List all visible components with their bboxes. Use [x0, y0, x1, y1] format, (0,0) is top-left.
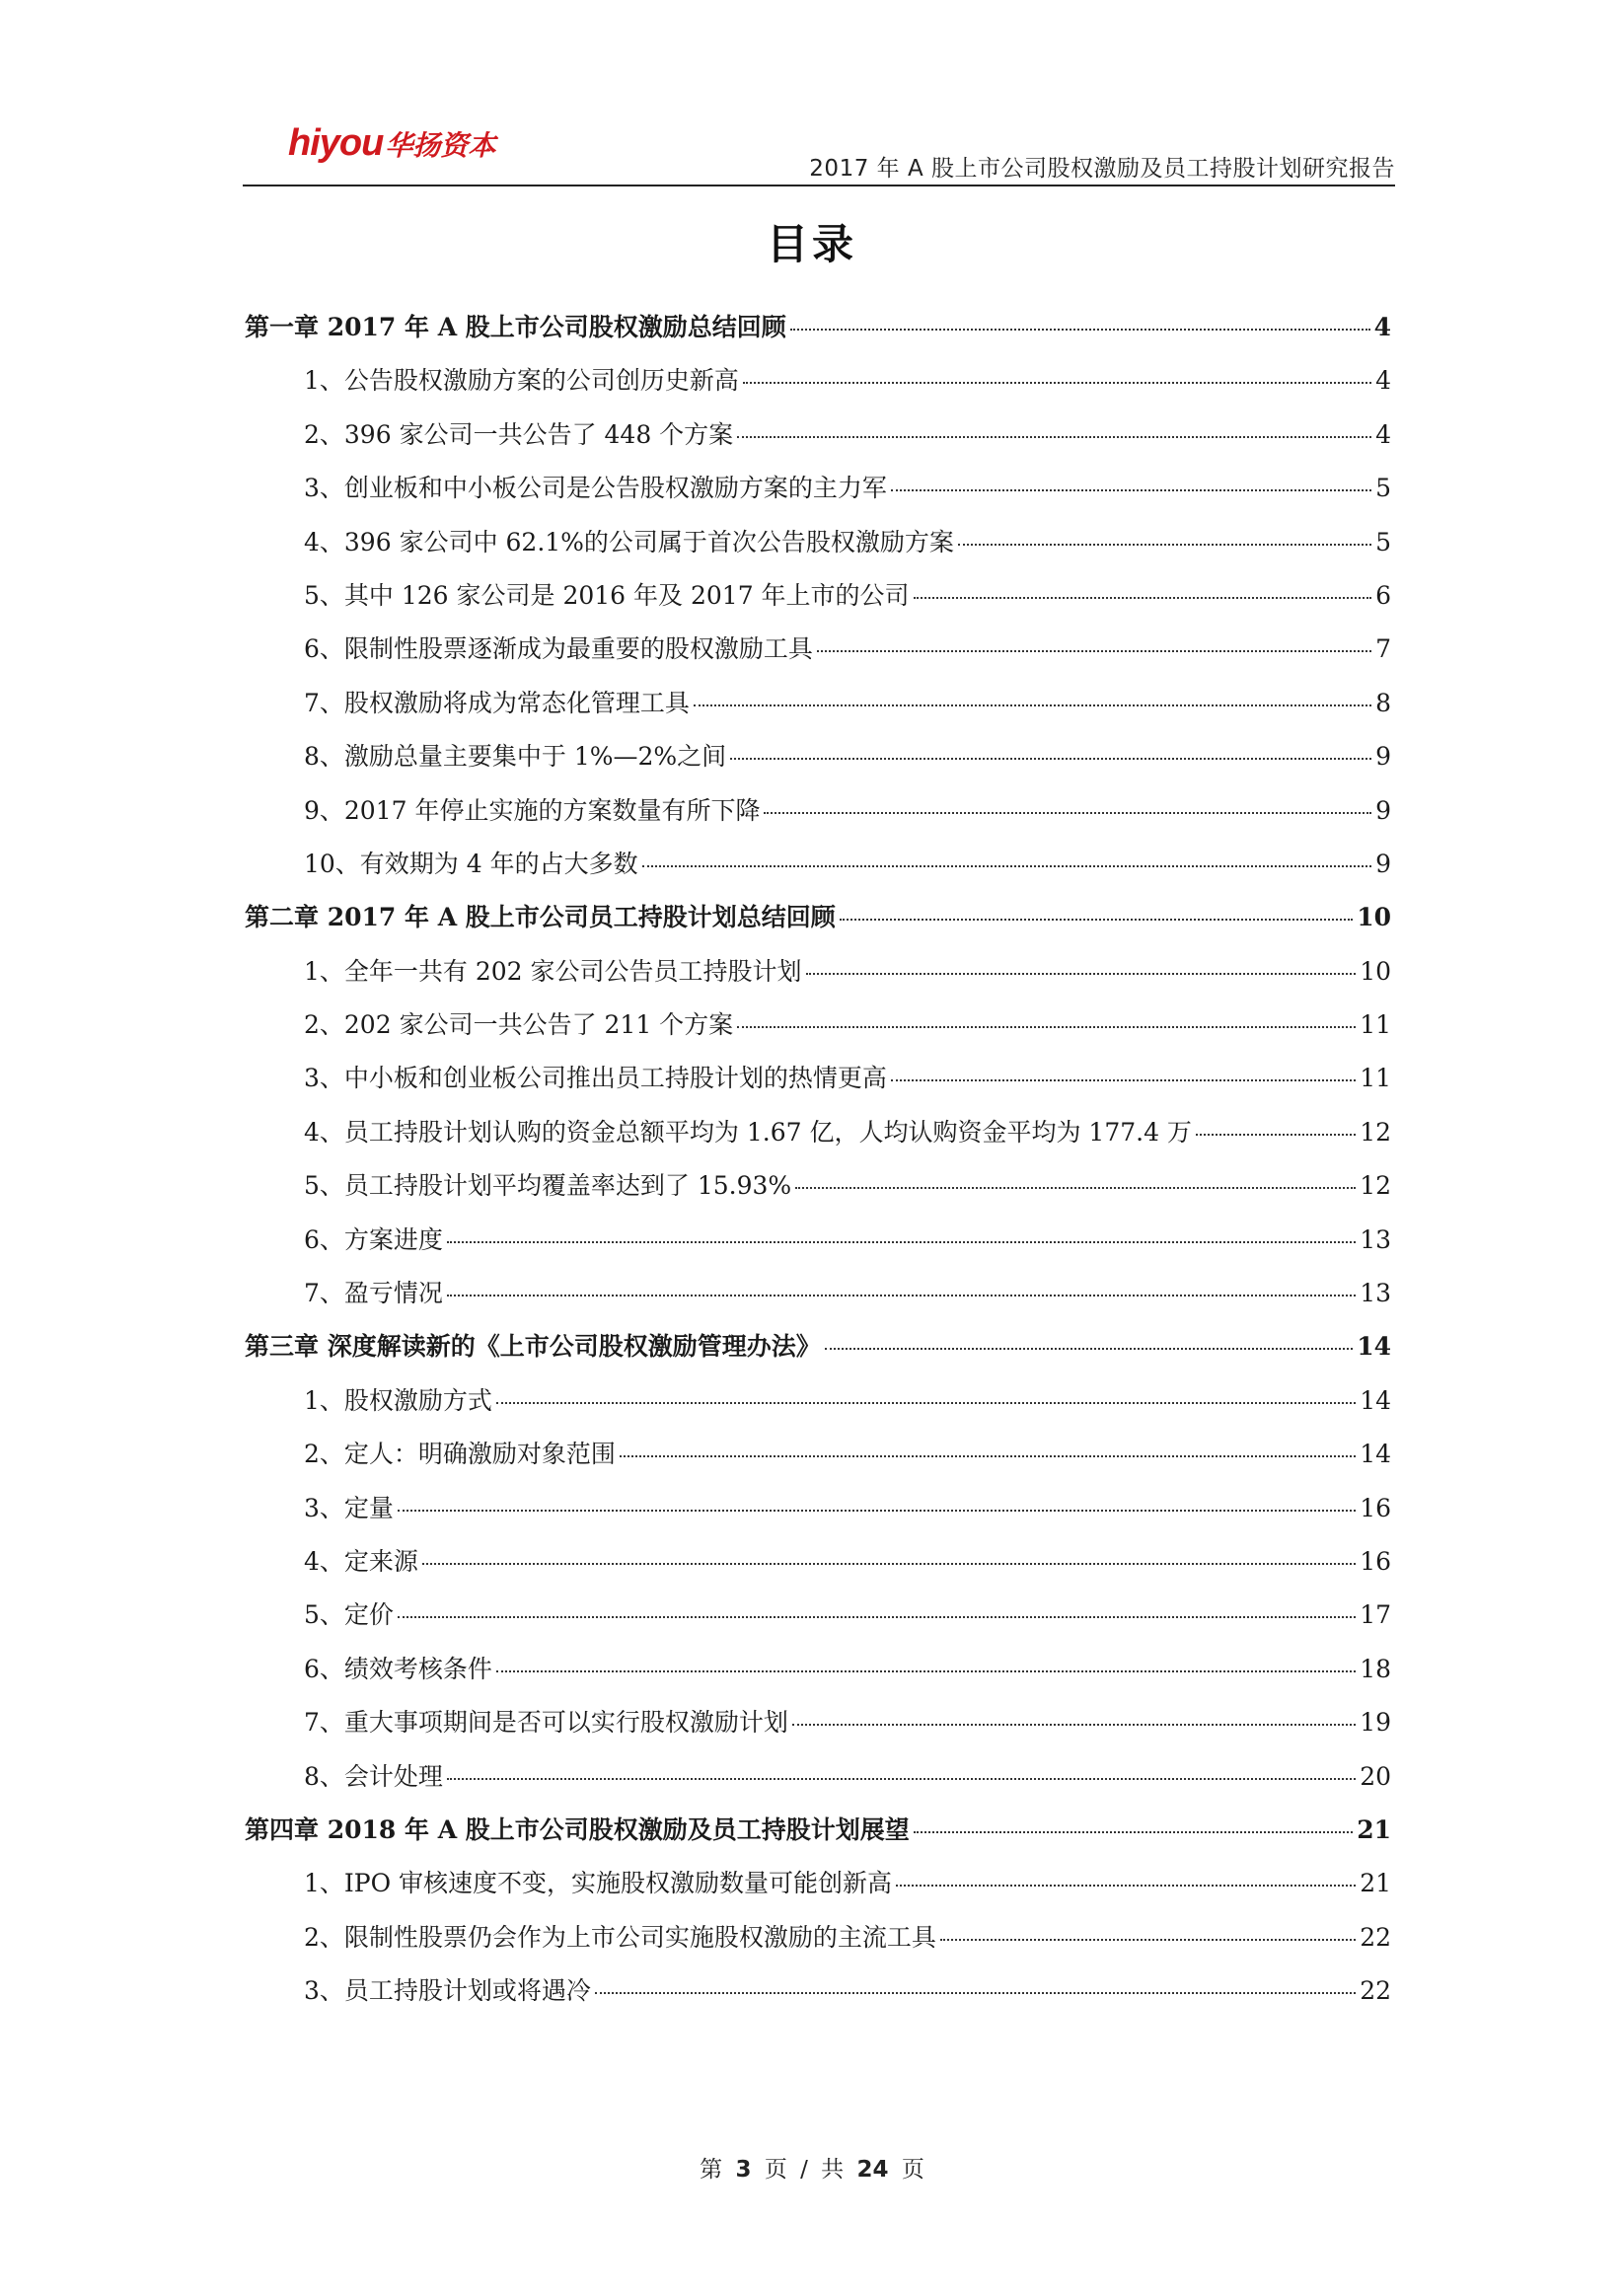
toc-heading: 目录: [766, 220, 857, 268]
toc-entry-label: 第四章 2018 年 A 股上市公司股权激励及员工持股计划展望: [245, 1815, 910, 1844]
toc-entry-label: 1、全年一共有 202 家公司公告员工持股计划: [304, 956, 802, 986]
toc-page-number: 5: [1375, 527, 1391, 556]
toc-page-number: 14: [1360, 1440, 1391, 1469]
toc-page-number: 22: [1360, 1976, 1391, 2006]
toc-entry-label: 7、盈亏情况: [304, 1279, 443, 1308]
toc-item-row[interactable]: [245, 952, 1391, 1005]
toc-page-number: 9: [1375, 742, 1391, 772]
toc-entry-label: 9、2017 年停止实施的方案数量有所下降: [304, 795, 761, 825]
toc-entry-label: 第二章 2017 年 A 股上市公司员工持股计划总结回顾: [245, 903, 836, 932]
toc-item-row[interactable]: [245, 1542, 1391, 1595]
toc-dot-leader: [737, 436, 1371, 438]
toc-entry-label: 8、激励总量主要集中于 1%—2%之间: [304, 742, 727, 772]
toc-page-number: 13: [1360, 1224, 1391, 1254]
toc-dot-leader: [790, 329, 1370, 331]
toc-dot-leader: [891, 489, 1371, 491]
table-of-contents: [245, 308, 1391, 2026]
toc-chapter-row[interactable]: [245, 1811, 1391, 1864]
toc-dot-leader: [940, 1939, 1356, 1941]
toc-item-row[interactable]: [245, 630, 1391, 683]
toc-dot-leader: [496, 1402, 1356, 1404]
toc-item-row[interactable]: [245, 523, 1391, 576]
toc-page-number: 10: [1360, 956, 1391, 986]
toc-item-row[interactable]: [245, 1757, 1391, 1811]
toc-item-row[interactable]: [245, 1918, 1391, 1971]
toc-entry-label: 7、重大事项期间是否可以实行股权激励计划: [304, 1708, 788, 1738]
toc-page-number: 10: [1357, 903, 1391, 932]
toc-entry-label: 5、定价: [304, 1600, 394, 1630]
toc-page-number: 6: [1375, 580, 1391, 610]
toc-page-number: 8: [1375, 688, 1391, 717]
toc-page-number: 7: [1375, 634, 1391, 664]
toc-page-number: 4: [1373, 313, 1391, 341]
toc-dot-leader: [447, 1778, 1356, 1780]
toc-entry-label: 6、绩效考核条件: [304, 1654, 492, 1683]
toc-page-number: 9: [1375, 795, 1391, 825]
logo-cjk-text: 华扬资本: [385, 130, 496, 161]
toc-item-row[interactable]: [245, 469, 1391, 522]
toc-entry-label: 8、会计处理: [304, 1761, 443, 1791]
toc-item-row[interactable]: [245, 1005, 1391, 1059]
toc-dot-leader: [795, 1187, 1356, 1189]
toc-page-number: 19: [1360, 1708, 1391, 1738]
toc-item-row[interactable]: [245, 1274, 1391, 1327]
toc-page-number: 11: [1360, 1010, 1391, 1040]
toc-dot-leader: [730, 758, 1371, 760]
toc-page-number: 14: [1357, 1332, 1391, 1362]
toc-entry-label: 2、限制性股票仍会作为上市公司实施股权激励的主流工具: [304, 1922, 936, 1952]
toc-entry-label: 1、IPO 审核速度不变，实施股权激励数量可能创新高: [304, 1869, 893, 1898]
toc-dot-leader: [958, 544, 1371, 546]
toc-page-number: 21: [1357, 1815, 1391, 1844]
footer-current-page: 3: [735, 2157, 752, 2183]
toc-dot-leader: [447, 1295, 1356, 1296]
toc-chapter-row[interactable]: [245, 898, 1391, 951]
toc-item-row[interactable]: [245, 1864, 1391, 1917]
toc-page-number: 20: [1360, 1761, 1391, 1791]
toc-item-row[interactable]: [245, 1435, 1391, 1488]
toc-page-number: 18: [1360, 1654, 1391, 1683]
footer-prefix: 第: [700, 2157, 723, 2183]
toc-page-number: 21: [1360, 1869, 1391, 1898]
toc-dot-leader: [737, 1026, 1356, 1028]
toc-entry-label: 5、员工持股计划平均覆盖率达到了 15.93%: [304, 1171, 792, 1201]
toc-dot-leader: [840, 919, 1353, 921]
toc-dot-leader: [896, 1885, 1356, 1887]
toc-page-number: 4: [1375, 366, 1391, 396]
footer-total-pages: 24: [856, 2157, 889, 2183]
toc-item-row[interactable]: [245, 737, 1391, 790]
toc-entry-label: 6、方案进度: [304, 1224, 443, 1254]
toc-dot-leader: [891, 1079, 1356, 1081]
page-footer: [0, 2151, 1624, 2184]
toc-page-number: 22: [1360, 1922, 1391, 1952]
toc-dot-leader: [422, 1563, 1356, 1565]
toc-item-row[interactable]: [245, 1595, 1391, 1649]
toc-item-row[interactable]: [245, 1059, 1391, 1112]
toc-entry-label: 10、有效期为 4 年的占大多数: [304, 849, 638, 878]
toc-page-number: 9: [1375, 849, 1391, 878]
toc-dot-leader: [817, 650, 1371, 652]
footer-middle: 页 / 共: [764, 2157, 845, 2183]
toc-dot-leader: [792, 1724, 1356, 1726]
toc-entry-label: 第三章 深度解读新的《上市公司股权激励管理办法》: [245, 1332, 821, 1362]
page-header: [243, 116, 1395, 187]
toc-entry-label: 3、中小板和创业板公司推出员工持股计划的热情更高: [304, 1064, 887, 1093]
toc-entry-label: 4、定来源: [304, 1546, 418, 1576]
footer-suffix: 页: [901, 2157, 924, 2183]
toc-page-number: 16: [1360, 1546, 1391, 1576]
toc-item-row[interactable]: [245, 1221, 1391, 1274]
toc-entry-label: 第一章 2017 年 A 股上市公司股权激励总结回顾: [245, 313, 786, 341]
report-title: 2017 年 A 股上市公司股权激励及员工持股计划研究报告: [809, 156, 1395, 182]
toc-chapter-row[interactable]: [245, 308, 1391, 361]
toc-dot-leader: [694, 704, 1371, 706]
toc-entry-label: 4、396 家公司中 62.1%的公司属于首次公告股权激励方案: [304, 527, 954, 556]
toc-page-number: 4: [1375, 419, 1391, 449]
brand-logo: [288, 122, 495, 165]
toc-page-number: 13: [1360, 1279, 1391, 1308]
toc-item-row[interactable]: [245, 1703, 1391, 1756]
toc-entry-label: 2、396 家公司一共公告了 448 个方案: [304, 419, 734, 449]
toc-entry-label: 3、创业板和中小板公司是公告股权激励方案的主力军: [304, 474, 887, 503]
header-divider: [243, 185, 1395, 186]
toc-dot-leader: [825, 1348, 1353, 1350]
toc-entry-label: 3、员工持股计划或将遇冷: [304, 1976, 591, 2006]
toc-page-number: 14: [1360, 1385, 1391, 1415]
toc-item-row[interactable]: [245, 1650, 1391, 1703]
toc-dot-leader: [914, 1831, 1353, 1833]
toc-item-row[interactable]: [245, 576, 1391, 630]
toc-item-row[interactable]: [245, 1971, 1391, 2025]
toc-page-number: 12: [1360, 1171, 1391, 1201]
toc-entry-label: 3、定量: [304, 1493, 394, 1522]
toc-dot-leader: [806, 973, 1357, 975]
toc-entry-label: 6、限制性股票逐渐成为最重要的股权激励工具: [304, 634, 813, 664]
toc-item-row[interactable]: [245, 845, 1391, 898]
toc-entry-label: 7、股权激励将成为常态化管理工具: [304, 688, 690, 717]
toc-item-row[interactable]: [245, 684, 1391, 737]
toc-item-row[interactable]: [245, 1489, 1391, 1542]
toc-page-number: 11: [1360, 1064, 1391, 1093]
toc-page-number: 17: [1360, 1600, 1391, 1630]
logo-latin-text: hiyou: [288, 122, 384, 164]
toc-dot-leader: [398, 1510, 1356, 1512]
toc-dot-leader: [447, 1241, 1356, 1243]
toc-item-row[interactable]: [245, 1381, 1391, 1435]
toc-item-row[interactable]: [245, 361, 1391, 414]
toc-page-number: 12: [1360, 1117, 1391, 1147]
toc-item-row[interactable]: [245, 791, 1391, 845]
toc-item-row[interactable]: [245, 1166, 1391, 1220]
toc-entry-label: 4、员工持股计划认购的资金总额平均为 1.67 亿，人均认购资金平均为 177.4 万: [304, 1117, 1192, 1147]
toc-dot-leader: [595, 1992, 1356, 1994]
toc-dot-leader: [496, 1670, 1356, 1672]
toc-item-row[interactable]: [245, 1113, 1391, 1166]
toc-page-number: 16: [1360, 1493, 1391, 1522]
toc-dot-leader: [620, 1455, 1356, 1457]
toc-chapter-row[interactable]: [245, 1327, 1391, 1380]
toc-page-number: 5: [1375, 474, 1391, 503]
toc-entry-label: 5、其中 126 家公司是 2016 年及 2017 年上市的公司: [304, 580, 910, 610]
toc-dot-leader: [642, 865, 1371, 867]
toc-dot-leader: [764, 812, 1371, 814]
toc-entry-label: 1、股权激励方式: [304, 1385, 492, 1415]
toc-dot-leader: [398, 1616, 1356, 1618]
toc-entry-label: 2、202 家公司一共公告了 211 个方案: [304, 1010, 734, 1040]
toc-dot-leader: [914, 597, 1372, 599]
toc-entry-label: 2、定人：明确激励对象范围: [304, 1440, 616, 1469]
toc-entry-label: 1、公告股权激励方案的公司创历史新高: [304, 366, 739, 396]
toc-dot-leader: [1196, 1134, 1356, 1136]
toc-dot-leader: [743, 382, 1371, 384]
toc-item-row[interactable]: [245, 415, 1391, 469]
